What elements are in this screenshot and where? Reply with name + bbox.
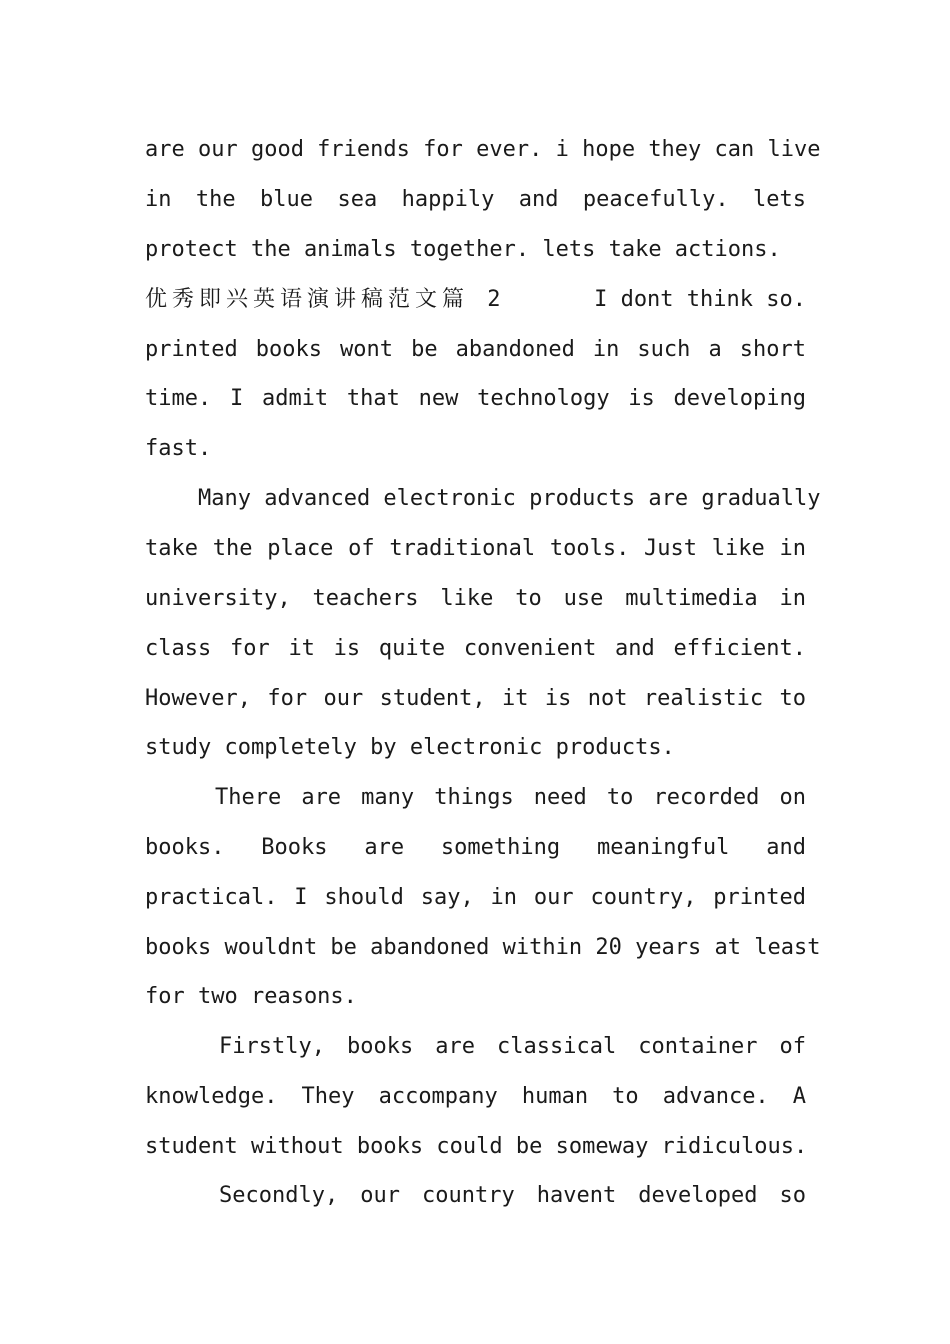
- text-line: However, for our student, it is not realistic to: [145, 686, 806, 711]
- section-heading: 优秀即兴英语演讲稿范文篇 2: [145, 287, 506, 312]
- text-line: take the place of traditional tools. Just like in: [145, 536, 806, 561]
- paragraph-first-line: Many advanced electronic products are gradually: [198, 486, 821, 511]
- paragraph-first-line: There are many things need to recorded on: [215, 785, 806, 810]
- text-line: I dont think so.: [594, 287, 806, 312]
- text-line: practical. I should say, in our country, printed: [145, 885, 806, 910]
- text-line: student without books could be someway ridiculous.: [145, 1134, 808, 1159]
- text-line: for two reasons.: [145, 984, 357, 1009]
- text-line: printed books wont be abandoned in such a short: [145, 337, 806, 362]
- text-line: university, teachers like to use multimedia in: [145, 586, 806, 611]
- text-line: time. I admit that new technology is developing: [145, 386, 806, 411]
- text-line: knowledge. They accompany human to advance. A: [145, 1084, 806, 1109]
- text-line: are our good friends for ever. i hope they can live: [145, 137, 821, 162]
- text-line: study completely by electronic products.: [145, 735, 675, 760]
- text-line: class for it is quite convenient and efficient.: [145, 636, 806, 661]
- text-line: in the blue sea happily and peacefully. lets: [145, 187, 806, 212]
- text-line: books. Books are something meaningful and: [145, 835, 806, 860]
- paragraph-first-line: Secondly, our country havent developed so: [219, 1183, 806, 1208]
- text-line: fast.: [145, 436, 212, 461]
- text-line: protect the animals together. lets take actions.: [145, 237, 781, 262]
- text-line: books wouldnt be abandoned within 20 years at least: [145, 935, 821, 960]
- paragraph-first-line: Firstly, books are classical container of: [219, 1034, 806, 1059]
